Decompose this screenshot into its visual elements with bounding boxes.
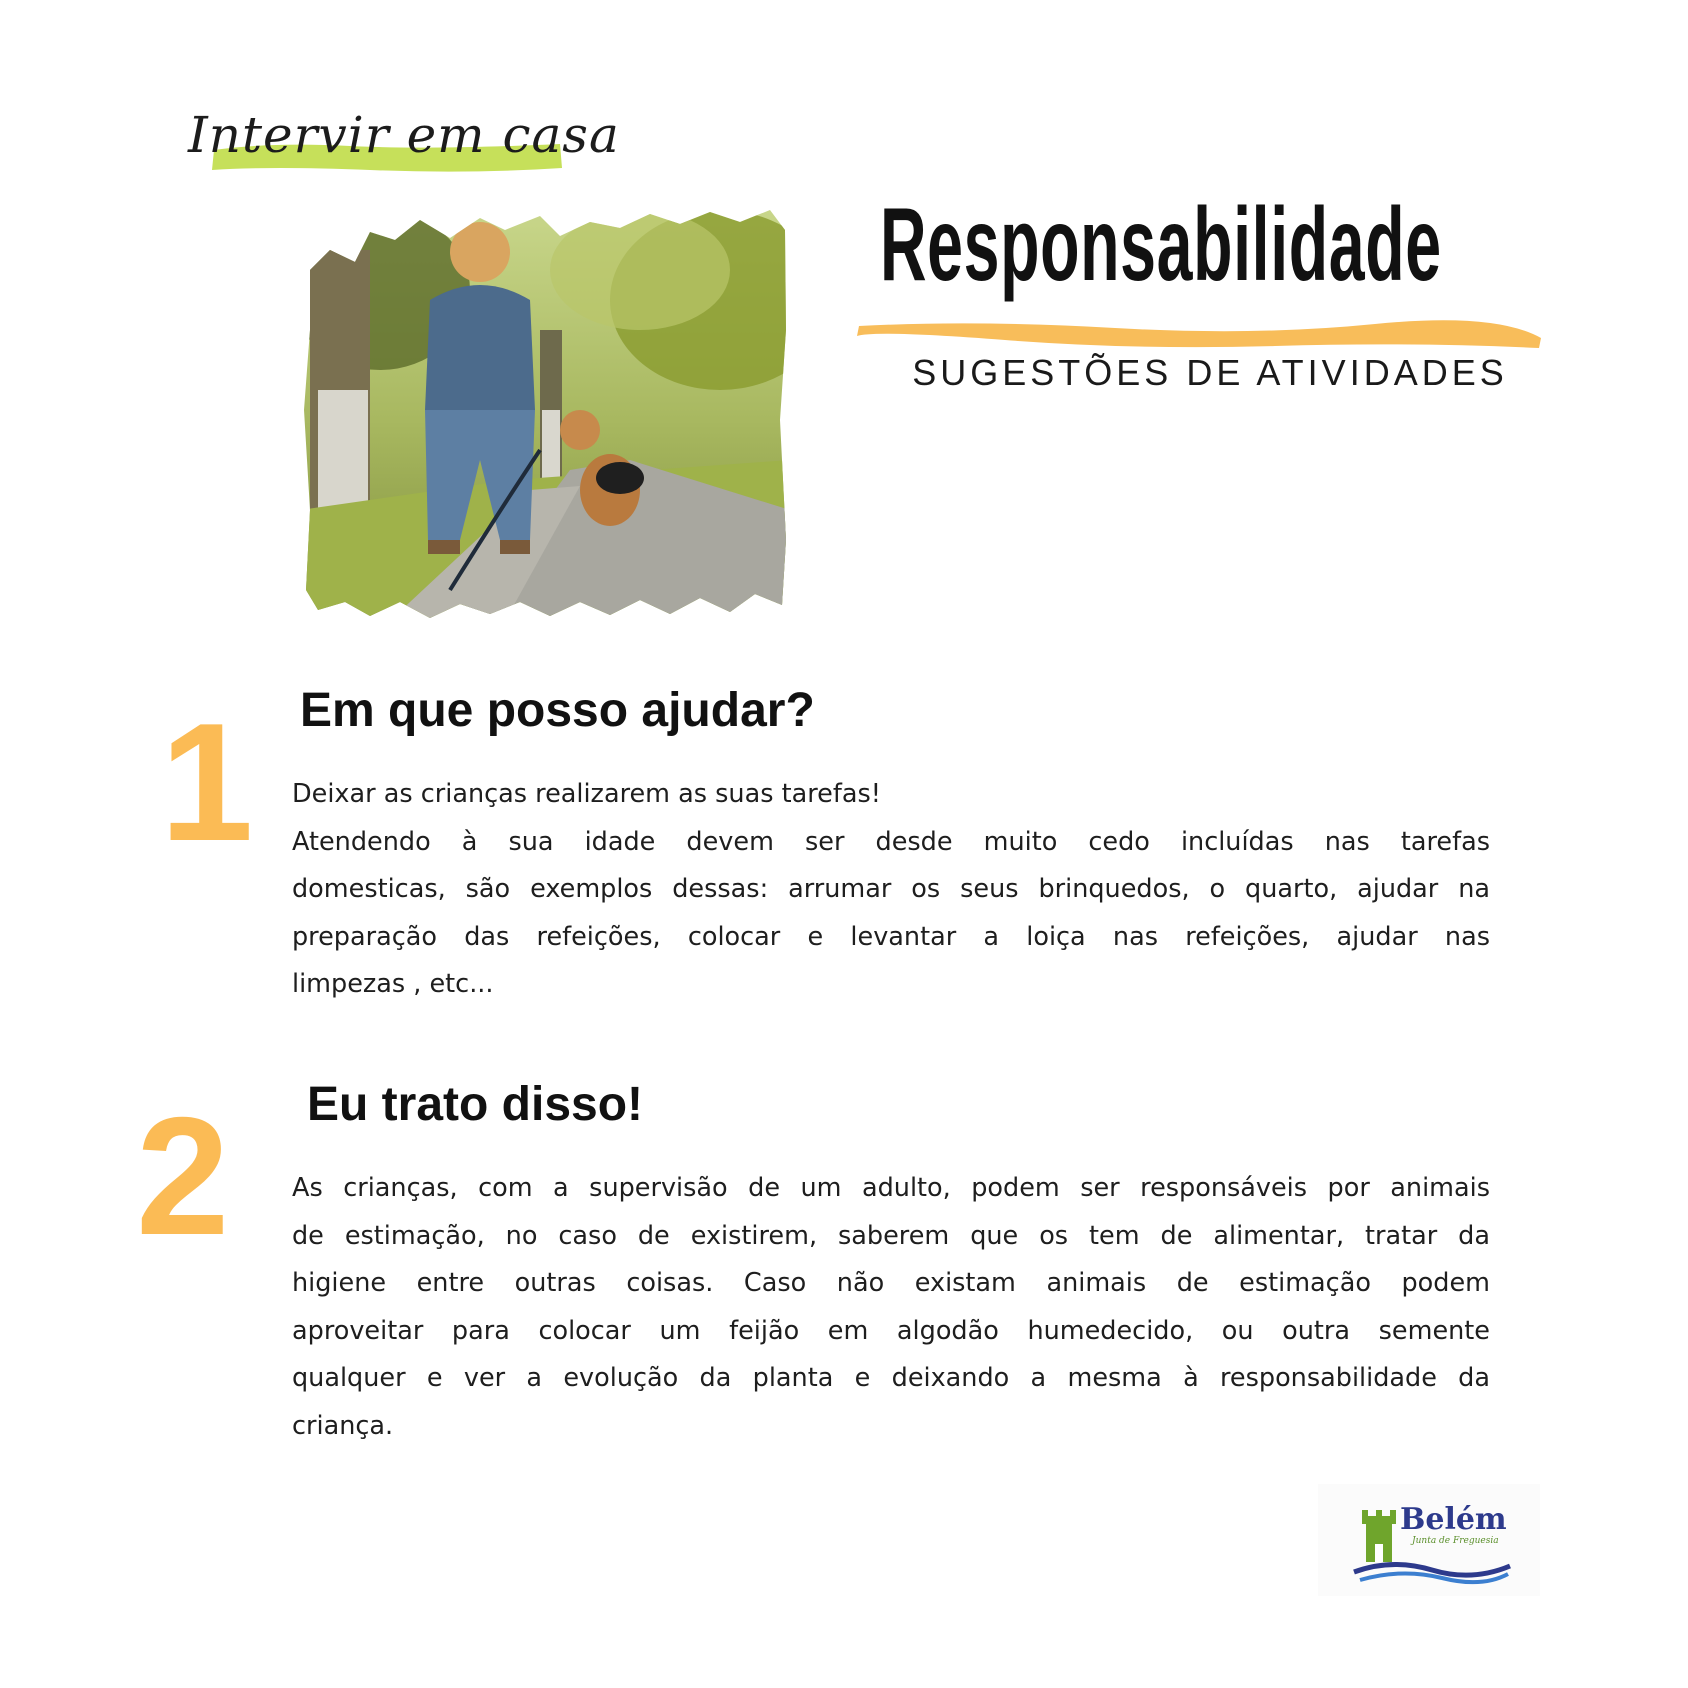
- paragraph-line: qualquer e ver a evolução da planta e deixando a mesma à responsabilidade da: [292, 1363, 1490, 1393]
- brand-tag-text: Intervir em casa: [188, 106, 620, 164]
- logo-subtitle: Junta de Freguesia: [1412, 1536, 1499, 1546]
- child-with-dog-photo: [300, 210, 790, 630]
- section-paragraph: [292, 1165, 1490, 1450]
- junta-belem-logo: [1318, 1484, 1540, 1596]
- paragraph-line: domesticas, são exemplos dessas: arrumar os seus brinquedos, o quarto, ajudar na: [292, 874, 1490, 904]
- paragraph-line: higiene entre outras coisas. Caso não existam animais de estimação podem: [292, 1268, 1490, 1298]
- paragraph-line: criança.: [292, 1410, 394, 1441]
- paragraph-line: Atendendo à sua idade devem ser desde muito cedo incluídas nas tarefas: [292, 826, 1490, 857]
- section-number: 1: [160, 688, 254, 876]
- paragraph-line: aproveitar para colocar um feijão em algodão humedecido, ou outra semente: [292, 1315, 1490, 1346]
- paragraph-line: As crianças, com a supervisão de um adulto, podem ser responsáveis por animais: [292, 1173, 1490, 1203]
- paragraph-line: preparação das refeições, colocar e levantar a loiça nas refeições, ajudar nas: [292, 921, 1490, 952]
- title-underline: [855, 318, 1545, 352]
- paragraph-line: de estimação, no caso de existirem, saberem que os tem de alimentar, tratar da: [292, 1220, 1490, 1251]
- section-heading: Eu trato disso!: [307, 1078, 644, 1131]
- paragraph-line: limpezas , etc...: [292, 969, 494, 999]
- paragraph-line: Deixar as crianças realizarem as suas tarefas!: [292, 779, 881, 809]
- page-subtitle: SUGESTÕES DE ATIVIDADES: [912, 352, 1508, 393]
- section-heading: Em que posso ajudar?: [300, 684, 815, 737]
- section-number: 2: [136, 1082, 230, 1270]
- logo-name: Belém: [1400, 1502, 1507, 1537]
- wave-icon: [1352, 1556, 1512, 1588]
- section-paragraph: [292, 771, 1490, 1009]
- page-title: Responsabilidade: [880, 187, 1442, 303]
- brand-tag: [180, 100, 620, 190]
